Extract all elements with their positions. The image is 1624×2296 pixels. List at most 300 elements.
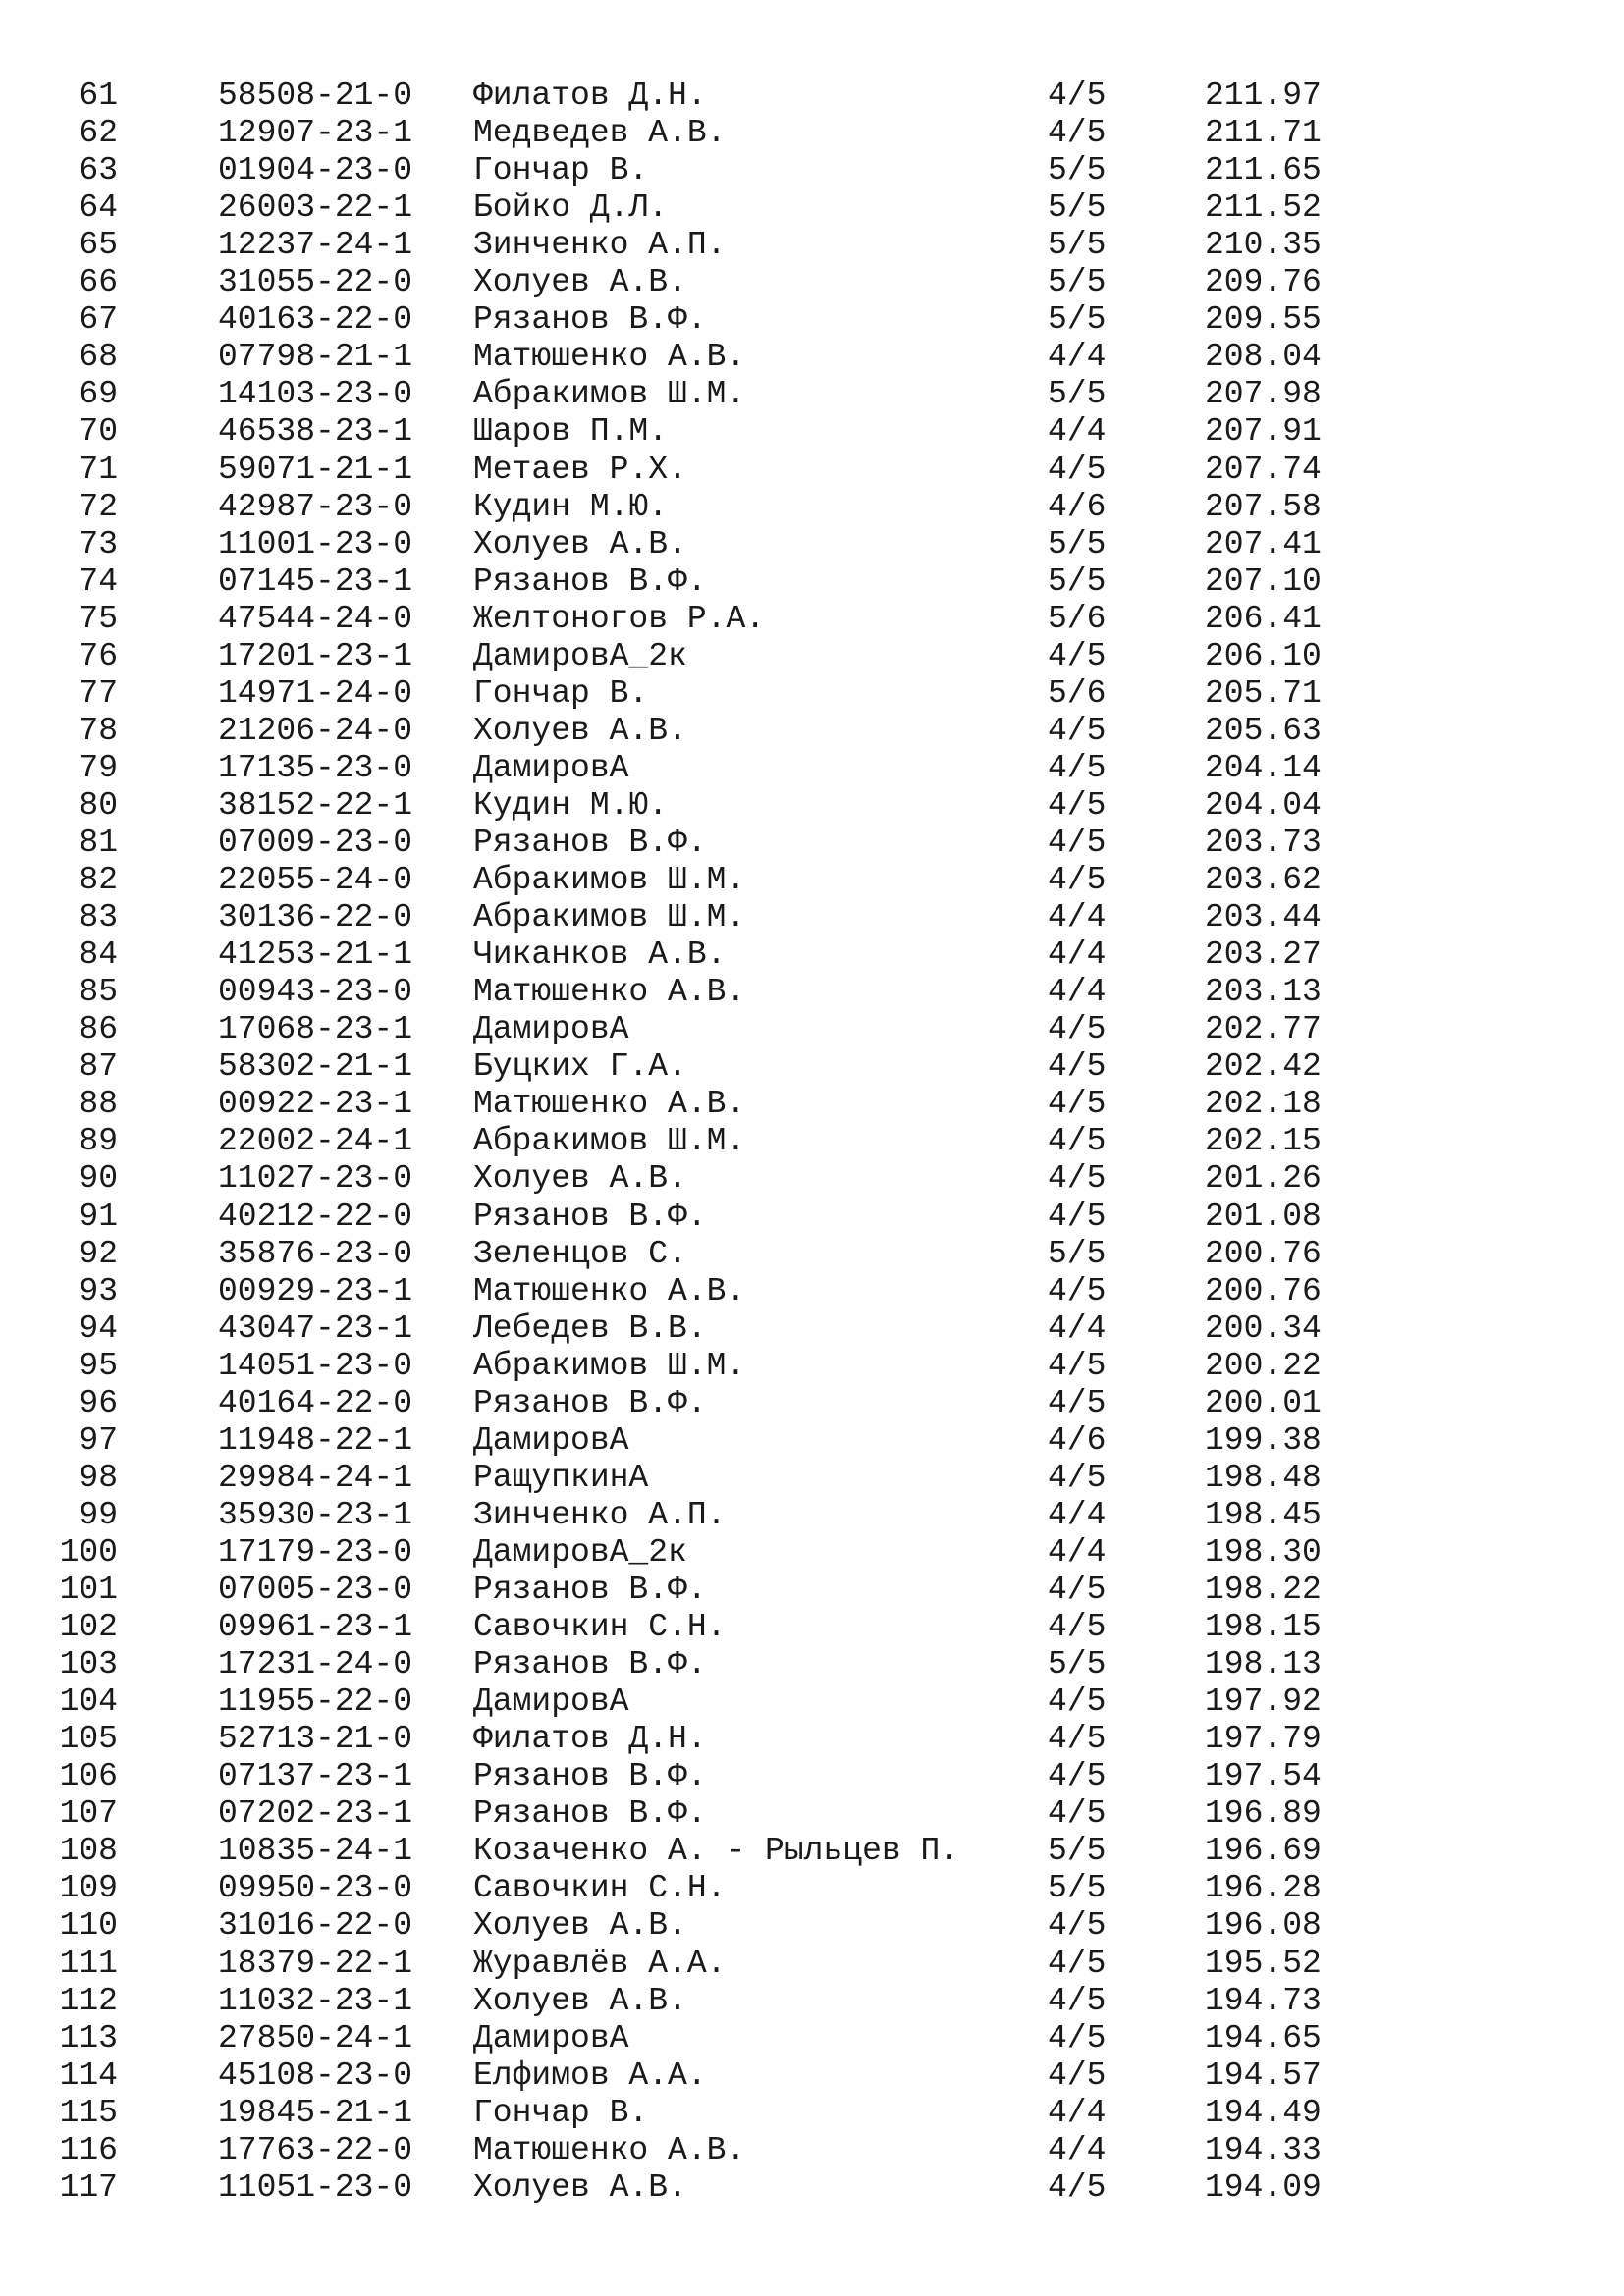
entry-code: 31016-22-0 xyxy=(218,1907,413,1945)
table-row xyxy=(0,638,1624,675)
ratio-value: 4/5 xyxy=(1048,115,1107,152)
table-row xyxy=(0,489,1624,526)
table-row xyxy=(0,1609,1624,1646)
table-row xyxy=(0,713,1624,750)
ratio-value: 4/5 xyxy=(1048,712,1107,749)
ratio-value: 4/4 xyxy=(1048,936,1107,974)
row-number: 86 xyxy=(79,1011,118,1048)
participant-name: Гончар В. xyxy=(473,674,649,712)
participant-name: Матюшенко А.В. xyxy=(473,2131,746,2168)
row-number: 63 xyxy=(79,152,118,189)
ratio-value: 4/5 xyxy=(1048,1048,1107,1086)
entry-code: 42987-23-0 xyxy=(218,488,413,525)
table-row xyxy=(0,78,1624,115)
table-row xyxy=(0,899,1624,936)
table-row xyxy=(0,526,1624,563)
ratio-value: 4/5 xyxy=(1048,1945,1107,1982)
ratio-value: 4/4 xyxy=(1048,339,1107,376)
table-row xyxy=(0,1460,1624,1497)
ratio-value: 4/5 xyxy=(1048,1198,1107,1235)
score-value: 200.34 xyxy=(1205,1309,1322,1347)
score-value: 194.49 xyxy=(1205,2094,1322,2131)
entry-code: 10835-24-1 xyxy=(218,1833,413,1870)
score-value: 200.76 xyxy=(1205,1272,1322,1309)
table-row xyxy=(0,339,1624,376)
ratio-value: 4/5 xyxy=(1048,1572,1107,1608)
ratio-value: 4/5 xyxy=(1048,1384,1107,1421)
score-value: 194.09 xyxy=(1205,2168,1322,2206)
table-row xyxy=(0,301,1624,339)
score-value: 203.62 xyxy=(1205,862,1322,899)
ratio-value: 4/5 xyxy=(1048,1160,1107,1198)
table-row xyxy=(0,1011,1624,1048)
row-number: 116 xyxy=(59,2131,118,2168)
score-value: 200.76 xyxy=(1205,1235,1322,1272)
row-number: 73 xyxy=(79,525,118,562)
row-number: 75 xyxy=(79,600,118,637)
participant-name: Рязанов В.Ф. xyxy=(473,1646,707,1683)
entry-code: 18379-22-1 xyxy=(218,1945,413,1982)
table-row xyxy=(0,413,1624,451)
score-value: 203.27 xyxy=(1205,936,1322,974)
ratio-value: 5/6 xyxy=(1048,674,1107,712)
participant-name: ДамировА xyxy=(473,1421,629,1459)
participant-name: ДамировА_2к xyxy=(473,1533,687,1571)
row-number: 106 xyxy=(59,1758,118,1795)
row-number: 70 xyxy=(79,413,118,451)
ratio-value: 4/4 xyxy=(1048,413,1107,451)
row-number: 109 xyxy=(59,1870,118,1907)
score-value: 203.73 xyxy=(1205,825,1322,861)
table-row xyxy=(0,1833,1624,1870)
participant-name: Рязанов В.Ф. xyxy=(473,1384,707,1421)
participant-name: Холуев А.В. xyxy=(473,1160,687,1198)
score-value: 194.57 xyxy=(1205,2056,1322,2094)
ratio-value: 4/5 xyxy=(1048,1982,1107,2019)
row-number: 102 xyxy=(59,1609,118,1646)
participant-name: Чиканков А.В. xyxy=(473,936,727,974)
ratio-value: 4/5 xyxy=(1048,1795,1107,1833)
entry-code: 29984-24-1 xyxy=(218,1459,413,1496)
entry-code: 11001-23-0 xyxy=(218,525,413,562)
score-value: 207.91 xyxy=(1205,413,1322,451)
participant-name: Гончар В. xyxy=(473,152,649,189)
ratio-value: 5/5 xyxy=(1048,376,1107,413)
participant-name: ДамировА_2к xyxy=(473,637,687,674)
row-number: 103 xyxy=(59,1646,118,1683)
score-value: 211.97 xyxy=(1205,78,1322,114)
participant-name: Абракимов Ш.М. xyxy=(473,899,746,936)
entry-code: 00922-23-1 xyxy=(218,1086,413,1123)
row-number: 96 xyxy=(79,1384,118,1421)
score-value: 211.65 xyxy=(1205,152,1322,189)
participant-name: Абракимов Ш.М. xyxy=(473,1123,746,1160)
ratio-value: 4/5 xyxy=(1048,1907,1107,1945)
entry-code: 27850-24-1 xyxy=(218,2019,413,2056)
ratio-value: 4/5 xyxy=(1048,78,1107,114)
score-value: 196.89 xyxy=(1205,1795,1322,1833)
row-number: 84 xyxy=(79,936,118,974)
row-number: 111 xyxy=(59,1945,118,1982)
entry-code: 07798-21-1 xyxy=(218,339,413,376)
ratio-value: 5/5 xyxy=(1048,152,1107,189)
score-value: 204.14 xyxy=(1205,749,1322,786)
table-row xyxy=(0,1983,1624,2020)
participant-name: Кудин М.Ю. xyxy=(473,488,669,525)
ratio-value: 5/5 xyxy=(1048,1235,1107,1272)
score-value: 198.45 xyxy=(1205,1496,1322,1533)
table-row xyxy=(0,563,1624,601)
row-number: 64 xyxy=(79,189,118,227)
ratio-value: 5/5 xyxy=(1048,189,1107,227)
participant-name: Холуев А.В. xyxy=(473,712,687,749)
entry-code: 43047-23-1 xyxy=(218,1309,413,1347)
entry-code: 58508-21-0 xyxy=(218,78,413,114)
participant-name: Холуев А.В. xyxy=(473,525,687,562)
participant-name: ДамировА xyxy=(473,749,629,786)
participant-name: Гончар В. xyxy=(473,2094,649,2131)
participant-name: Холуев А.В. xyxy=(473,2168,687,2206)
score-value: 210.35 xyxy=(1205,227,1322,264)
participant-name: Абракимов Ш.М. xyxy=(473,376,746,413)
entry-code: 45108-23-0 xyxy=(218,2056,413,2094)
ratio-value: 4/5 xyxy=(1048,1609,1107,1646)
row-number: 108 xyxy=(59,1833,118,1870)
ratio-value: 4/6 xyxy=(1048,488,1107,525)
row-number: 65 xyxy=(79,227,118,264)
participant-name: Елфимов А.А. xyxy=(473,2056,707,2094)
ratio-value: 4/5 xyxy=(1048,2019,1107,2056)
ratio-value: 5/5 xyxy=(1048,227,1107,264)
participant-name: Зеленцов С. xyxy=(473,1235,687,1272)
row-number: 85 xyxy=(79,974,118,1011)
participant-name: Филатов Д.Н. xyxy=(473,1721,707,1758)
score-value: 204.04 xyxy=(1205,786,1322,824)
score-value: 194.65 xyxy=(1205,2019,1322,2056)
entry-code: 38152-22-1 xyxy=(218,786,413,824)
score-value: 203.44 xyxy=(1205,899,1322,936)
entry-code: 11955-22-0 xyxy=(218,1683,413,1721)
ratio-value: 4/6 xyxy=(1048,1421,1107,1459)
table-row xyxy=(0,2132,1624,2169)
score-value: 196.28 xyxy=(1205,1870,1322,1907)
participant-name: Буцких Г.А. xyxy=(473,1048,687,1086)
table-row xyxy=(0,2020,1624,2057)
table-row xyxy=(0,1160,1624,1198)
row-number: 66 xyxy=(79,264,118,301)
table-row xyxy=(0,1534,1624,1572)
entry-code: 47544-24-0 xyxy=(218,600,413,637)
participant-name: ДамировА xyxy=(473,1683,629,1721)
score-value: 211.71 xyxy=(1205,115,1322,152)
row-number: 114 xyxy=(59,2056,118,2094)
entry-code: 21206-24-0 xyxy=(218,712,413,749)
entry-code: 07202-23-1 xyxy=(218,1795,413,1833)
ratio-value: 4/5 xyxy=(1048,451,1107,488)
table-row xyxy=(0,1646,1624,1683)
ratio-value: 4/5 xyxy=(1048,1758,1107,1795)
row-number: 92 xyxy=(79,1235,118,1272)
participant-name: Рязанов В.Ф. xyxy=(473,1198,707,1235)
entry-code: 22055-24-0 xyxy=(218,862,413,899)
score-value: 200.01 xyxy=(1205,1384,1322,1421)
entry-code: 11051-23-0 xyxy=(218,2168,413,2206)
score-value: 207.41 xyxy=(1205,525,1322,562)
ratio-value: 4/4 xyxy=(1048,1309,1107,1347)
table-row xyxy=(0,750,1624,787)
score-value: 202.15 xyxy=(1205,1123,1322,1160)
row-number: 61 xyxy=(79,78,118,114)
score-value: 196.69 xyxy=(1205,1833,1322,1870)
participant-name: ДамировА xyxy=(473,1011,629,1048)
entry-code: 40163-22-0 xyxy=(218,301,413,339)
ratio-value: 5/6 xyxy=(1048,600,1107,637)
table-row xyxy=(0,1572,1624,1609)
entry-code: 41253-21-1 xyxy=(218,936,413,974)
score-value: 198.22 xyxy=(1205,1572,1322,1608)
participant-name: Савочкин С.Н. xyxy=(473,1609,727,1646)
score-value: 200.22 xyxy=(1205,1347,1322,1384)
participant-name: Холуев А.В. xyxy=(473,1907,687,1945)
participant-name: Рязанов В.Ф. xyxy=(473,301,707,339)
ratio-value: 5/5 xyxy=(1048,525,1107,562)
participant-name: Матюшенко А.В. xyxy=(473,339,746,376)
row-number: 94 xyxy=(79,1309,118,1347)
row-number: 77 xyxy=(79,674,118,712)
table-row xyxy=(0,1422,1624,1460)
score-value: 208.04 xyxy=(1205,339,1322,376)
entry-code: 14051-23-0 xyxy=(218,1347,413,1384)
entry-code: 09961-23-1 xyxy=(218,1609,413,1646)
entry-code: 58302-21-1 xyxy=(218,1048,413,1086)
table-row xyxy=(0,115,1624,152)
row-number: 105 xyxy=(59,1721,118,1758)
ratio-value: 4/5 xyxy=(1048,1683,1107,1721)
score-value: 195.52 xyxy=(1205,1945,1322,1982)
row-number: 81 xyxy=(79,825,118,861)
score-value: 209.76 xyxy=(1205,264,1322,301)
score-value: 198.48 xyxy=(1205,1459,1322,1496)
table-row xyxy=(0,1795,1624,1833)
row-number: 69 xyxy=(79,376,118,413)
row-number: 104 xyxy=(59,1683,118,1721)
table-row xyxy=(0,1086,1624,1123)
ratio-value: 5/5 xyxy=(1048,301,1107,339)
participant-name: Матюшенко А.В. xyxy=(473,1272,746,1309)
row-number: 107 xyxy=(59,1795,118,1833)
ratio-value: 4/5 xyxy=(1048,1347,1107,1384)
entry-code: 46538-23-1 xyxy=(218,413,413,451)
table-row xyxy=(0,1758,1624,1795)
row-number: 62 xyxy=(79,115,118,152)
table-row xyxy=(0,376,1624,413)
ratio-value: 5/5 xyxy=(1048,264,1107,301)
score-value: 202.42 xyxy=(1205,1048,1322,1086)
row-number: 88 xyxy=(79,1086,118,1123)
entry-code: 12907-23-1 xyxy=(218,115,413,152)
row-number: 115 xyxy=(59,2094,118,2131)
table-row xyxy=(0,825,1624,862)
score-value: 205.71 xyxy=(1205,674,1322,712)
table-row xyxy=(0,1870,1624,1907)
ratio-value: 4/5 xyxy=(1048,862,1107,899)
table-row xyxy=(0,601,1624,638)
entry-code: 17068-23-1 xyxy=(218,1011,413,1048)
score-value: 198.13 xyxy=(1205,1646,1322,1683)
ratio-value: 4/4 xyxy=(1048,2094,1107,2131)
table-row xyxy=(0,1721,1624,1758)
score-value: 206.10 xyxy=(1205,637,1322,674)
table-row xyxy=(0,2057,1624,2095)
entry-code: 00943-23-0 xyxy=(218,974,413,1011)
row-number: 113 xyxy=(59,2019,118,2056)
participant-name: Матюшенко А.В. xyxy=(473,974,746,1011)
table-row xyxy=(0,675,1624,713)
row-number: 100 xyxy=(59,1533,118,1571)
participant-name: Зинченко А.П. xyxy=(473,227,727,264)
participant-name: Медведев А.В. xyxy=(473,115,727,152)
table-row xyxy=(0,936,1624,974)
participant-name: Абракимов Ш.М. xyxy=(473,1347,746,1384)
ratio-value: 4/4 xyxy=(1048,2131,1107,2168)
table-row xyxy=(0,1683,1624,1721)
ratio-value: 5/5 xyxy=(1048,562,1107,600)
row-number: 67 xyxy=(79,301,118,339)
entry-code: 07145-23-1 xyxy=(218,562,413,600)
score-value: 201.08 xyxy=(1205,1198,1322,1235)
entry-code: 59071-21-1 xyxy=(218,451,413,488)
ratio-value: 4/5 xyxy=(1048,825,1107,861)
table-row xyxy=(0,227,1624,264)
score-value: 198.30 xyxy=(1205,1533,1322,1571)
score-value: 198.15 xyxy=(1205,1609,1322,1646)
ratio-value: 4/4 xyxy=(1048,974,1107,1011)
participant-name: ДамировА xyxy=(473,2019,629,2056)
entry-code: 40212-22-0 xyxy=(218,1198,413,1235)
row-number: 112 xyxy=(59,1982,118,2019)
row-number: 117 xyxy=(59,2168,118,2206)
table-row xyxy=(0,1497,1624,1534)
participant-name: Рязанов В.Ф. xyxy=(473,1758,707,1795)
entry-code: 11027-23-0 xyxy=(218,1160,413,1198)
score-value: 207.74 xyxy=(1205,451,1322,488)
table-row xyxy=(0,1048,1624,1086)
entry-code: 17179-23-0 xyxy=(218,1533,413,1571)
table-row xyxy=(0,189,1624,227)
table-row xyxy=(0,787,1624,825)
entry-code: 00929-23-1 xyxy=(218,1272,413,1309)
entry-code: 07009-23-0 xyxy=(218,825,413,861)
ratio-value: 5/5 xyxy=(1048,1870,1107,1907)
participant-name: Желтоногов Р.А. xyxy=(473,600,766,637)
participant-name: Холуев А.В. xyxy=(473,264,687,301)
table-row xyxy=(0,1199,1624,1236)
score-value: 207.98 xyxy=(1205,376,1322,413)
participant-name: Рязанов В.Ф. xyxy=(473,1795,707,1833)
entry-code: 26003-22-1 xyxy=(218,189,413,227)
ratio-value: 4/5 xyxy=(1048,1086,1107,1123)
participant-name: Холуев А.В. xyxy=(473,1982,687,2019)
participant-name: Рязанов В.Ф. xyxy=(473,1572,707,1608)
entry-code: 11948-22-1 xyxy=(218,1421,413,1459)
score-value: 201.26 xyxy=(1205,1160,1322,1198)
entry-code: 11032-23-1 xyxy=(218,1982,413,2019)
score-value: 203.13 xyxy=(1205,974,1322,1011)
entry-code: 17231-24-0 xyxy=(218,1646,413,1683)
table-row xyxy=(0,1385,1624,1422)
participant-name: Журавлёв А.А. xyxy=(473,1945,727,1982)
participant-name: Метаев Р.Х. xyxy=(473,451,687,488)
entry-code: 35876-23-0 xyxy=(218,1235,413,1272)
row-number: 68 xyxy=(79,339,118,376)
row-number: 95 xyxy=(79,1347,118,1384)
table-row xyxy=(0,2169,1624,2207)
participant-name: Филатов Д.Н. xyxy=(473,78,707,114)
row-number: 76 xyxy=(79,637,118,674)
ratio-value: 4/5 xyxy=(1048,2168,1107,2206)
score-value: 194.73 xyxy=(1205,1982,1322,2019)
ratio-value: 4/5 xyxy=(1048,1011,1107,1048)
table-row xyxy=(0,2095,1624,2132)
score-value: 196.08 xyxy=(1205,1907,1322,1945)
entry-code: 07005-23-0 xyxy=(218,1572,413,1608)
table-row xyxy=(0,1310,1624,1348)
score-value: 207.58 xyxy=(1205,488,1322,525)
ratio-value: 4/4 xyxy=(1048,1533,1107,1571)
entry-code: 31055-22-0 xyxy=(218,264,413,301)
entry-code: 52713-21-0 xyxy=(218,1721,413,1758)
ratio-value: 4/5 xyxy=(1048,637,1107,674)
participant-name: Абракимов Ш.М. xyxy=(473,862,746,899)
participant-name: РащупкинА xyxy=(473,1459,649,1496)
row-number: 91 xyxy=(79,1198,118,1235)
entry-code: 19845-21-1 xyxy=(218,2094,413,2131)
score-value: 199.38 xyxy=(1205,1421,1322,1459)
entry-code: 01904-23-0 xyxy=(218,152,413,189)
row-number: 78 xyxy=(79,712,118,749)
table-row xyxy=(0,1946,1624,1983)
entry-code: 30136-22-0 xyxy=(218,899,413,936)
entry-code: 14971-24-0 xyxy=(218,674,413,712)
row-number: 79 xyxy=(79,749,118,786)
participant-name: Шаров П.М. xyxy=(473,413,669,451)
row-number: 72 xyxy=(79,488,118,525)
participant-name: Матюшенко А.В. xyxy=(473,1086,746,1123)
row-number: 110 xyxy=(59,1907,118,1945)
table-row xyxy=(0,974,1624,1011)
table-row xyxy=(0,1236,1624,1273)
ratio-value: 4/5 xyxy=(1048,1721,1107,1758)
score-value: 197.79 xyxy=(1205,1721,1322,1758)
table-row xyxy=(0,1348,1624,1385)
ratio-value: 5/5 xyxy=(1048,1833,1107,1870)
entry-code: 14103-23-0 xyxy=(218,376,413,413)
table-row xyxy=(0,452,1624,489)
ratio-value: 4/5 xyxy=(1048,786,1107,824)
score-value: 211.52 xyxy=(1205,189,1322,227)
entry-code: 40164-22-0 xyxy=(218,1384,413,1421)
entry-code: 12237-24-1 xyxy=(218,227,413,264)
entry-code: 17135-23-0 xyxy=(218,749,413,786)
ratio-value: 4/5 xyxy=(1048,1459,1107,1496)
score-value: 197.92 xyxy=(1205,1683,1322,1721)
entry-code: 07137-23-1 xyxy=(218,1758,413,1795)
table-row xyxy=(0,152,1624,189)
ratio-value: 4/4 xyxy=(1048,899,1107,936)
entry-code: 22002-24-1 xyxy=(218,1123,413,1160)
participant-name: Бойко Д.Л. xyxy=(473,189,669,227)
ratio-value: 4/5 xyxy=(1048,749,1107,786)
